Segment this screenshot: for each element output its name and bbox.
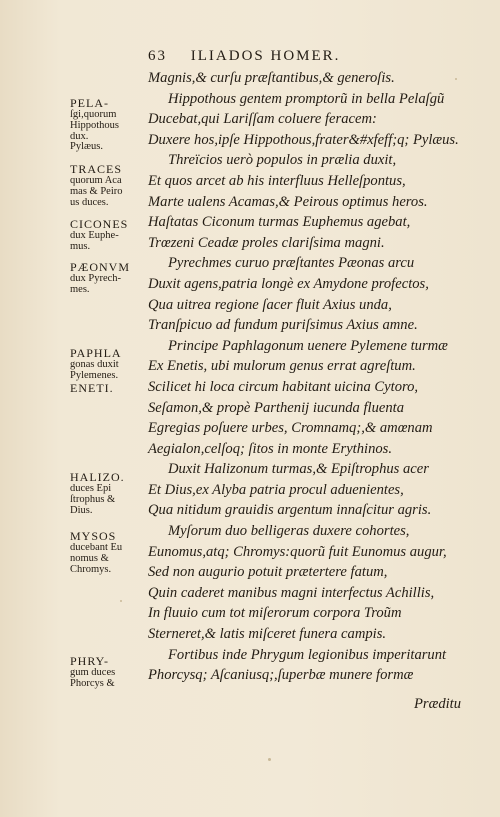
paper-speck xyxy=(455,78,457,80)
verse-line: Duxit Halizonum turmas,& Epiſtrophus acer xyxy=(168,461,429,478)
margin-note-line: dux. xyxy=(70,130,89,142)
margin-note-head: PHRY- xyxy=(70,654,110,668)
verse-line: Quin caderet manibus magni interfectus Achillis, xyxy=(148,584,435,601)
margin-note-line: mes. xyxy=(70,283,90,295)
paper-speck xyxy=(268,758,271,761)
margin-note-line: mas & Peiro xyxy=(70,185,123,197)
verse-line: Qua uitrea regione ſacer fluit Axius unda, xyxy=(148,296,392,313)
catchword: Præditu xyxy=(414,696,462,712)
margin-note xyxy=(70,347,144,395)
margin-note xyxy=(70,261,144,296)
margin-note-line: dux Pyrech- xyxy=(70,273,122,284)
margin-note-line: quorum Aca xyxy=(70,175,122,186)
verse-line: Duxit agens,patria longè ex Amydone profectos, xyxy=(148,275,429,292)
margin-note-head: CICONES xyxy=(70,217,129,231)
margin-note-head: HALIZO. xyxy=(70,470,125,484)
margin-note xyxy=(70,97,144,153)
verse-line: Eunomus,atq; Chromys:quorũ fuit Eunomus augur, xyxy=(148,543,447,560)
verse-line: Principe Paphlagonum uenere Pylemene turmæ xyxy=(168,337,448,354)
verse-column xyxy=(148,68,478,686)
verse-line: Fortibus inde Phrygum legionibus imperitarunt xyxy=(168,646,447,663)
margin-note xyxy=(70,163,144,208)
margin-note-line: Phorcys & xyxy=(70,677,115,689)
margin-note xyxy=(70,471,144,516)
verse-line: Marte ualens Acamas,& Peirous optimus heros. xyxy=(148,193,428,210)
paper-speck xyxy=(120,600,122,602)
margin-note xyxy=(70,655,144,690)
margin-note-line: ducebant Eu xyxy=(70,542,123,553)
margin-note xyxy=(70,530,144,575)
verse-line: Tranſpicuo ad fundum puriſsimus Axius amne. xyxy=(148,317,418,334)
verse-line: Sed non augurio potuit prætertere fatum, xyxy=(148,564,388,581)
margin-note-head: PELA- xyxy=(70,96,109,110)
margin-note-line: duces Epi xyxy=(70,483,112,494)
verse-line: Haſtatas Ciconum turmas Euphemus agebat, xyxy=(148,214,411,231)
verse-line: Ducebat,qui Lariſſam coluere feracem: xyxy=(148,111,377,128)
margin-note-line: ſgi,quorum xyxy=(70,109,117,120)
margin-note-head: PÆONVM xyxy=(70,260,131,274)
margin-note-line: Pylemenes. xyxy=(70,369,119,381)
margin-note-line: ſtrophus & xyxy=(70,493,116,505)
margin-note-head: ENETI. xyxy=(70,380,114,395)
verse-line: Seſamon,& propè Parthenij iucunda fluenta xyxy=(148,399,405,416)
margin-note-line: Dius. xyxy=(70,504,93,516)
margin-note-head: PAPHLA xyxy=(70,346,122,360)
verse-line: Sterneret,& latis miſceret funera campis. xyxy=(148,626,387,643)
running-header xyxy=(148,48,448,65)
verse-line: Ex Enetis, ubi mulorum genus errat agreſtum. xyxy=(148,358,416,375)
verse-line: Phorcysq; Aſcaniusq;,ſuperbæ munere formæ xyxy=(148,667,414,684)
verse-line: Trœzeni Ceadæ proles clariſsima magni. xyxy=(148,234,385,251)
margin-note-head: TRACES xyxy=(70,162,123,176)
verse-line: Magnis,& curſu præſtantibus,& generoſis. xyxy=(148,70,395,86)
verse-line: Et Dius,ex Alyba patria procul aduenientes, xyxy=(148,481,404,498)
margin-note-line: Chromys. xyxy=(70,563,112,575)
margin-note-line: us duces. xyxy=(70,196,109,208)
margin-note xyxy=(70,218,144,253)
margin-note-line: Hippothous xyxy=(70,119,120,131)
verse-line: Et quos arcet ab his interfluus Helleſpontus, xyxy=(148,172,406,189)
running-title: ILIADOS HOMER. xyxy=(190,48,341,64)
verse-line: Pyrechmes curuo præſtantes Pæonas arcu xyxy=(168,255,415,272)
margin-note-line: mus. xyxy=(70,240,91,252)
verse-line: In fluuio cum tot miſerorum corpora Troũm xyxy=(148,605,402,622)
margin-note-line: gonas duxit xyxy=(70,359,119,370)
margin-note-line: nomus & xyxy=(70,552,109,564)
verse-line: Scilicet hi loca circum habitant uicina Cytoro, xyxy=(148,378,419,395)
verse-line: Aegialon,celſoq; ſitos in monte Erythinos. xyxy=(148,440,393,457)
verse-line: Egregias poſuere urbes, Cromnamq;,& amœnam xyxy=(148,420,433,437)
margin-note-line: dux Euphe- xyxy=(70,230,119,241)
verse-line: Threïcios uerò populos in prælia duxit, xyxy=(168,152,397,169)
margin-note-head: MYSOS xyxy=(70,529,117,543)
verse-line: Qua nitidum grauidis argentum innaſcitur agris. xyxy=(148,502,432,519)
verse-line: Myſorum duo belligeras duxere cohortes, xyxy=(168,523,410,540)
page-number: 63 xyxy=(148,48,167,64)
verse-line: Duxere hos,ipſe Hippothous,frater&#xfeff;q; Pylæus. xyxy=(148,131,459,148)
verse-line: Hippothous gentem promptorũ in bella Pelaſgũ xyxy=(168,90,445,107)
margin-note-line: Pylæus. xyxy=(70,141,103,153)
margin-note-line: gum duces xyxy=(70,667,116,678)
